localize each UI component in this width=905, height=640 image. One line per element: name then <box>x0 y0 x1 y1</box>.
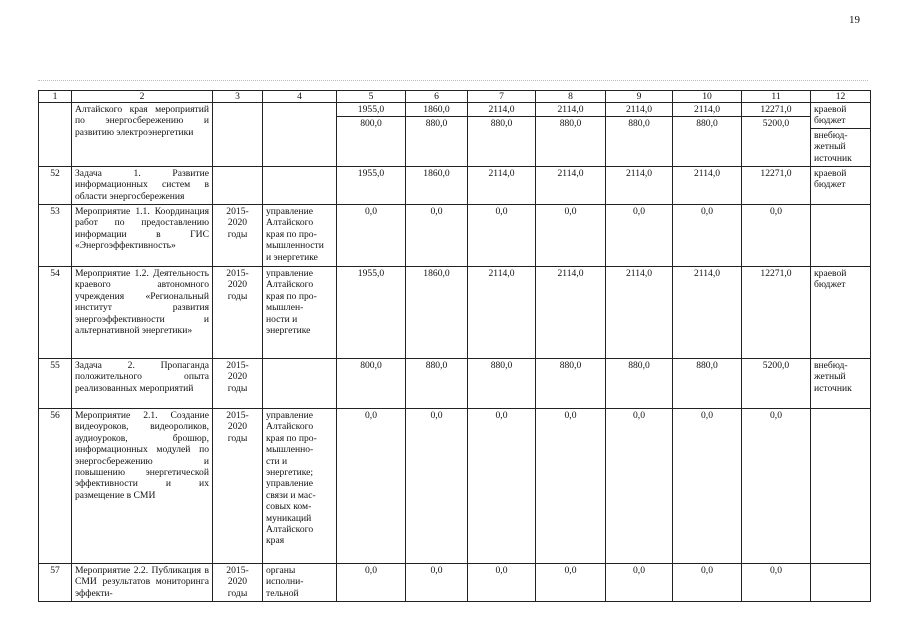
header-row <box>39 91 871 103</box>
value-2020: 0,0 <box>742 564 811 602</box>
value-2017: 2114,0 <box>536 167 606 205</box>
value-extrabudget: 5200,0 <box>742 116 810 129</box>
value-2020: 0,0 <box>742 205 811 267</box>
value-extrabudget: 880,0 <box>606 116 672 129</box>
table-row <box>39 564 871 602</box>
activity-name: Мероприятие 2.2. Публикация в СМИ результатов мониторинга эффекти- <box>72 564 213 602</box>
funding-source <box>811 409 871 564</box>
value-2017: 2114,0 <box>536 267 606 359</box>
column-header: 6 <box>406 91 468 103</box>
table-row <box>39 103 871 167</box>
executor-cell: управление Алтайского края по про- мышленности и энергетике <box>263 205 337 267</box>
row-number: 55 <box>39 359 72 409</box>
funding-source: краевой бюджет <box>811 267 871 359</box>
funding-source: краевой бюджет <box>811 167 871 205</box>
activity-name: Мероприятие 1.1. Координация работ по предоставлению информации в ГИС «Энергоэффективность» <box>72 205 213 267</box>
value-extrabudget: 800,0 <box>337 116 405 129</box>
value-2020: 5200,0 <box>742 359 811 409</box>
activity-name: Мероприятие 2.1. Создание видеоуроков, видеороликов, аудиоуроков, брошюр, информационных модулей по энергосбережению и повышению энергетической эффективности и их размещение в СМИ <box>72 409 213 564</box>
column-header: 9 <box>606 91 673 103</box>
value-total <box>337 103 406 167</box>
value-2019: 0,0 <box>673 205 742 267</box>
activity-name: Мероприятие 1.2. Деятельность краевого автономного учреждения «Региональный институт развития энергоэффективности и альтернативной энергетики» <box>72 267 213 359</box>
column-header: 10 <box>673 91 742 103</box>
period-cell <box>213 167 263 205</box>
table-row <box>39 167 871 205</box>
column-header: 4 <box>263 91 337 103</box>
value-total: 800,0 <box>337 359 406 409</box>
period-cell: 2015- 2020 годы <box>213 205 263 267</box>
source-extrabudget: внебюд- жетный источник <box>811 128 870 164</box>
value-budget: 2114,0 <box>693 104 721 115</box>
value-2015: 1860,0 <box>406 167 468 205</box>
column-header: 2 <box>72 91 213 103</box>
value-2016 <box>468 103 536 167</box>
executor-cell <box>263 359 337 409</box>
value-budget: 12271,0 <box>760 104 792 115</box>
funding-source <box>811 103 871 167</box>
value-budget: 1955,0 <box>357 104 385 115</box>
activity-name: Алтайского края мероприятий по энергосбережению и развитию электроэнергетики <box>72 103 213 167</box>
executor-cell <box>263 167 337 205</box>
page-number: 19 <box>849 14 860 26</box>
column-header: 5 <box>337 91 406 103</box>
value-2015: 0,0 <box>406 205 468 267</box>
row-number: 53 <box>39 205 72 267</box>
row-number <box>39 103 72 167</box>
row-number: 57 <box>39 564 72 602</box>
value-2018: 0,0 <box>606 205 673 267</box>
table-row <box>39 409 871 564</box>
value-2019: 2114,0 <box>673 267 742 359</box>
value-2018 <box>606 103 673 167</box>
value-2019: 2114,0 <box>673 167 742 205</box>
activity-name: Задача 1. Развитие информационных систем в области энергосбережения <box>72 167 213 205</box>
column-header: 7 <box>468 91 536 103</box>
table-row <box>39 267 871 359</box>
value-extrabudget: 880,0 <box>468 116 535 129</box>
value-2016: 880,0 <box>468 359 536 409</box>
scan-dotted-line <box>38 80 868 82</box>
value-extrabudget: 880,0 <box>406 116 467 129</box>
value-2018: 880,0 <box>606 359 673 409</box>
value-2020: 0,0 <box>742 409 811 564</box>
value-2018: 0,0 <box>606 564 673 602</box>
value-2016: 0,0 <box>468 409 536 564</box>
value-2016: 2114,0 <box>468 167 536 205</box>
column-header: 3 <box>213 91 263 103</box>
value-2017: 0,0 <box>536 205 606 267</box>
value-2015 <box>406 103 468 167</box>
value-extrabudget: 880,0 <box>536 116 605 129</box>
value-extrabudget: 880,0 <box>673 116 741 129</box>
value-2018: 2114,0 <box>606 167 673 205</box>
program-table <box>38 90 871 602</box>
value-budget: 1860,0 <box>423 104 450 115</box>
period-cell: 2015- 2020 годы <box>213 564 263 602</box>
value-2018: 0,0 <box>606 409 673 564</box>
column-header: 11 <box>742 91 811 103</box>
executor-cell: управление Алтайского края по про- мышленно- сти и энергетике; управление связи и мас- совых ком- муникаций Алтайского края <box>263 409 337 564</box>
value-2016: 2114,0 <box>468 267 536 359</box>
value-budget: 2114,0 <box>488 104 515 115</box>
value-2019: 0,0 <box>673 409 742 564</box>
value-budget: 2114,0 <box>557 104 584 115</box>
value-2020: 12271,0 <box>742 167 811 205</box>
funding-source <box>811 205 871 267</box>
value-total: 0,0 <box>337 205 406 267</box>
funding-source: внебюд- жетный источник <box>811 359 871 409</box>
period-cell: 2015- 2020 годы <box>213 267 263 359</box>
value-budget: 2114,0 <box>625 104 653 115</box>
value-total: 0,0 <box>337 564 406 602</box>
value-2017: 880,0 <box>536 359 606 409</box>
funding-source <box>811 564 871 602</box>
executor-cell <box>263 103 337 167</box>
value-2015: 880,0 <box>406 359 468 409</box>
table-row <box>39 359 871 409</box>
value-2017: 0,0 <box>536 409 606 564</box>
activity-name: Задача 2. Пропаганда положительного опыта реализованных мероприятий <box>72 359 213 409</box>
value-2015: 0,0 <box>406 564 468 602</box>
value-2015: 0,0 <box>406 409 468 564</box>
value-total: 1955,0 <box>337 167 406 205</box>
row-number: 52 <box>39 167 72 205</box>
table-row <box>39 205 871 267</box>
source-budget: краевой бюджет <box>814 104 847 127</box>
period-cell: 2015- 2020 годы <box>213 359 263 409</box>
value-total: 0,0 <box>337 409 406 564</box>
value-2017 <box>536 103 606 167</box>
executor-cell: органы исполни- тельной <box>263 564 337 602</box>
column-header: 12 <box>811 91 871 103</box>
value-2015: 1860,0 <box>406 267 468 359</box>
row-number: 56 <box>39 409 72 564</box>
executor-cell: управление Алтайского края по про- мышлен- ности и энергетике <box>263 267 337 359</box>
value-2020: 12271,0 <box>742 267 811 359</box>
value-2018: 2114,0 <box>606 267 673 359</box>
value-2016: 0,0 <box>468 205 536 267</box>
column-header: 8 <box>536 91 606 103</box>
column-header: 1 <box>39 91 72 103</box>
value-2019: 880,0 <box>673 359 742 409</box>
row-number: 54 <box>39 267 72 359</box>
value-2019: 0,0 <box>673 564 742 602</box>
value-2016: 0,0 <box>468 564 536 602</box>
value-2017: 0,0 <box>536 564 606 602</box>
value-2020 <box>742 103 811 167</box>
value-total: 1955,0 <box>337 267 406 359</box>
period-cell <box>213 103 263 167</box>
value-2019 <box>673 103 742 167</box>
period-cell: 2015- 2020 годы <box>213 409 263 564</box>
